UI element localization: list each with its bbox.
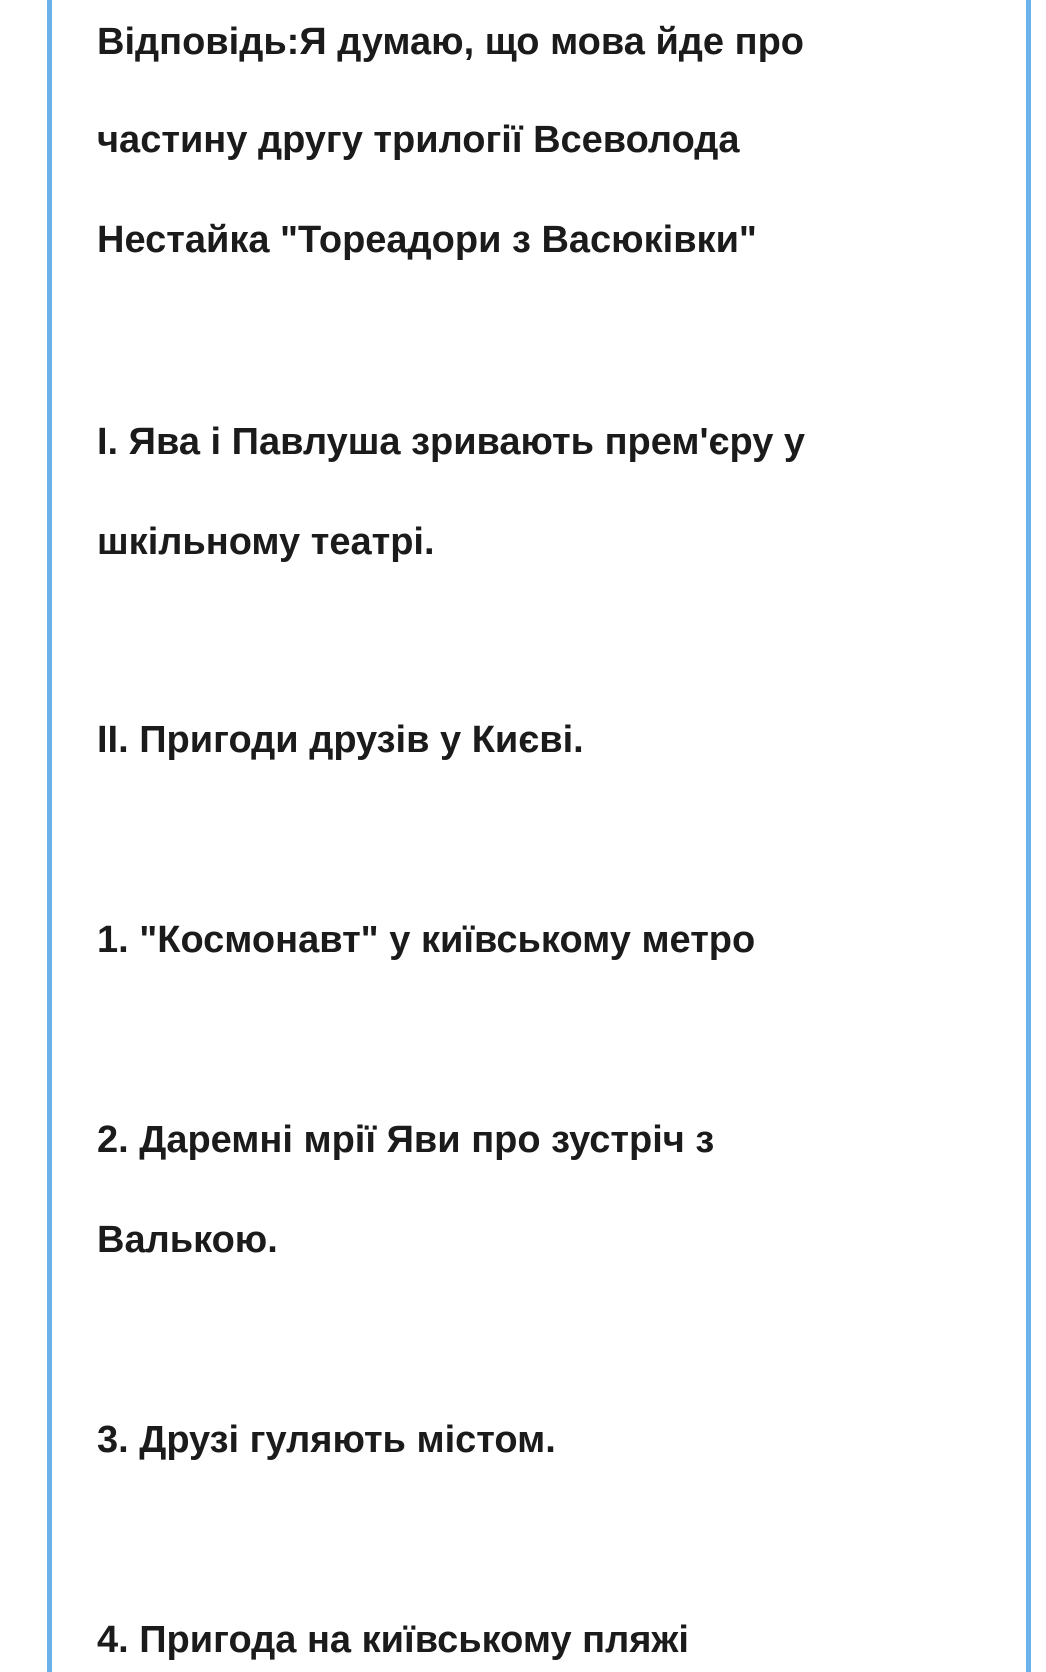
answer-line-item-3: 3. Друзі гуляють містом. <box>97 1419 556 1461</box>
answer-line-item-2: 2. Даремні мрії Яви про зустріч з <box>97 1119 715 1161</box>
answer-line-section-1: І. Ява і Павлуша зривають прем'єру у <box>97 421 806 463</box>
left-border <box>47 0 52 1672</box>
answer-line-item-4: 4. Пригода на київському пляжі <box>97 1619 689 1661</box>
answer-line-intro: Відповідь:Я думаю, що мова йде про <box>97 21 804 63</box>
answer-line-section-1b: шкільному театрі. <box>97 521 435 563</box>
answer-line-part: частину другу трилогії Всеволода <box>97 119 740 161</box>
right-border <box>1026 0 1031 1672</box>
answer-line-section-2: ІІ. Пригоди друзів у Києві. <box>97 719 584 761</box>
answer-line-item-1: 1. "Космонавт" у київському метро <box>97 919 756 961</box>
answer-line-item-2b: Валькою. <box>97 1219 278 1261</box>
answer-line-title: Нестайка "Тореадори з Васюківки" <box>97 219 757 261</box>
